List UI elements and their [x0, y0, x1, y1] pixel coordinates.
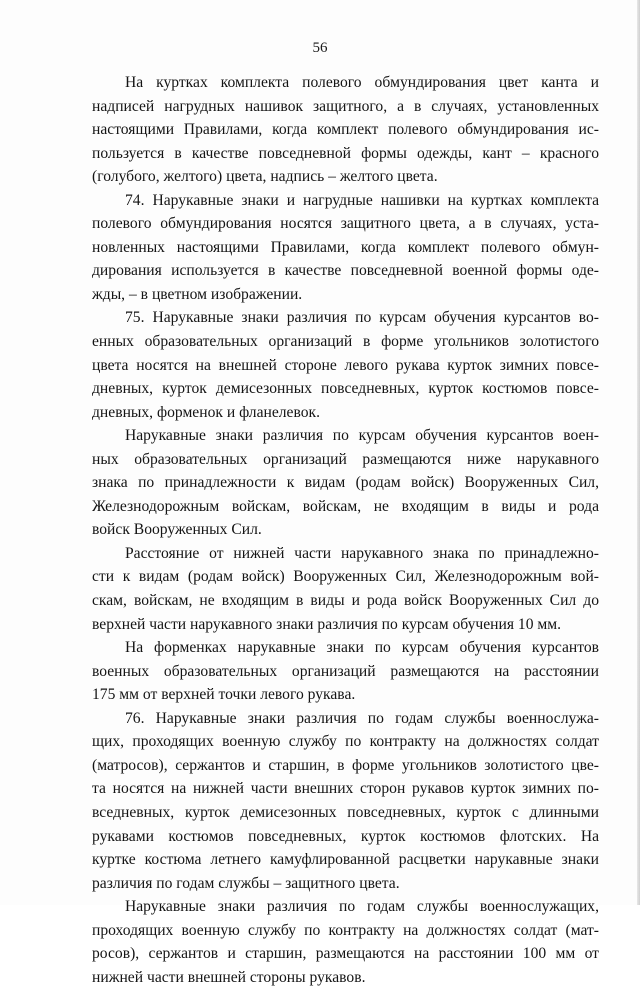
text-line: проходящих военную службу по контракту на должностях солдат (мат-: [92, 921, 599, 939]
text-line: войск Вооруженных Сил.: [92, 521, 262, 539]
text-line: Расстояние от нижней части нарукавного знака по принадлежно-: [125, 544, 599, 562]
text-line: знака по принадлежности к видам (родам войск) Вооруженных Сил,: [92, 474, 599, 492]
text-line: Железнодорожным войскам, войскам, не входящим в виды и рода: [92, 497, 599, 515]
text-line: 74. Нарукавные знаки и нагрудные нашивки на куртках комплекта: [125, 191, 599, 209]
document-body: [92, 71, 599, 989]
text-line: росов), сержантов и старшин, размещаются на расстоянии 100 мм от: [92, 945, 599, 963]
text-line: пользуется в качестве повседневной формы одежды, кант – красного: [92, 144, 599, 162]
text-line: новленных настоящими Правилами, когда комплект полевого обмун-: [92, 238, 599, 256]
text-line: полевого обмундирования носятся защитного цвета, а в случаях, уста-: [92, 215, 599, 233]
text-line: вседневных, курток демисезонных повседневных, курток с длинными: [92, 803, 599, 821]
paragraph: [92, 542, 599, 636]
text-line: жды, – в цветном изображении.: [92, 285, 303, 303]
text-line: щих, проходящих военную службу по контракту на должностях солдат: [92, 733, 599, 751]
paragraph: [92, 707, 599, 895]
text-line: дневных, курток демисезонных повседневных, курток костюмов повсе-: [92, 380, 599, 398]
text-line: дирования используется в качестве повседневной военной формы оде-: [92, 262, 599, 280]
paragraph: [92, 636, 599, 707]
text-line: 75. Нарукавные знаки различия по курсам обучения курсантов во-: [125, 309, 599, 327]
text-line: та носятся на нижней части внешних сторон рукавов курток зимних по-: [92, 780, 599, 798]
paragraph: [92, 189, 599, 307]
text-line: скам, войскам, не входящим в виды и рода войск Вооруженных Сил до: [92, 592, 599, 610]
text-line: 76. Нарукавные знаки различия по годам службы военнослужа-: [125, 709, 599, 727]
text-line: (голубого, желтого) цвета, надпись – желтого цвета.: [92, 168, 438, 186]
text-line: дневных, форменок и фланелевок.: [92, 403, 321, 421]
text-line: надписей нагрудных нашивок защитного, а в случаях, установленных: [92, 97, 599, 115]
text-line: 175 мм от верхней точки левого рукава.: [92, 686, 356, 704]
text-line: различия по годам службы – защитного цвета.: [92, 874, 400, 892]
text-line: Нарукавные знаки различия по курсам обучения курсантов воен-: [125, 427, 599, 445]
text-line: Нарукавные знаки различия по годам службы военнослужащих,: [125, 898, 599, 916]
page-number: 56: [312, 40, 328, 56]
text-line: цвета носятся на внешней стороне левого рукава курток зимних повсе-: [92, 356, 599, 374]
text-line: рукавами костюмов повседневных, курток костюмов флотских. На: [92, 827, 599, 845]
text-line: ных образовательных организаций размещаются ниже нарукавного: [92, 450, 599, 468]
text-line: военных образовательных организаций размещаются на расстоянии: [92, 662, 599, 680]
paragraph: [92, 895, 599, 989]
text-line: (матросов), сержантов и старшин, в форме угольников золотистого цве-: [92, 756, 599, 774]
text-line: настоящими Правилами, когда комплект полевого обмундирования ис-: [92, 121, 599, 139]
text-line: На форменках нарукавные знаки по курсам обучения курсантов: [125, 639, 599, 657]
text-line: сти к видам (родам войск) Вооруженных Сил, Железнодорожным вой-: [92, 568, 599, 586]
paragraph: [92, 71, 599, 189]
text-line: нижней части внешней стороны рукавов.: [92, 968, 366, 986]
text-line: куртке костюма летнего камуфлированной расцветки нарукавные знаки: [92, 851, 599, 869]
text-line: На куртках комплекта полевого обмундирования цвет канта и: [125, 74, 599, 91]
text-line: верхней части нарукавного знаки различия по курсам обучения 10 мм.: [92, 615, 562, 633]
paragraph: [92, 424, 599, 542]
paragraph: [92, 306, 599, 424]
text-line: енных образовательных организаций в форме угольников золотистого: [92, 333, 599, 351]
